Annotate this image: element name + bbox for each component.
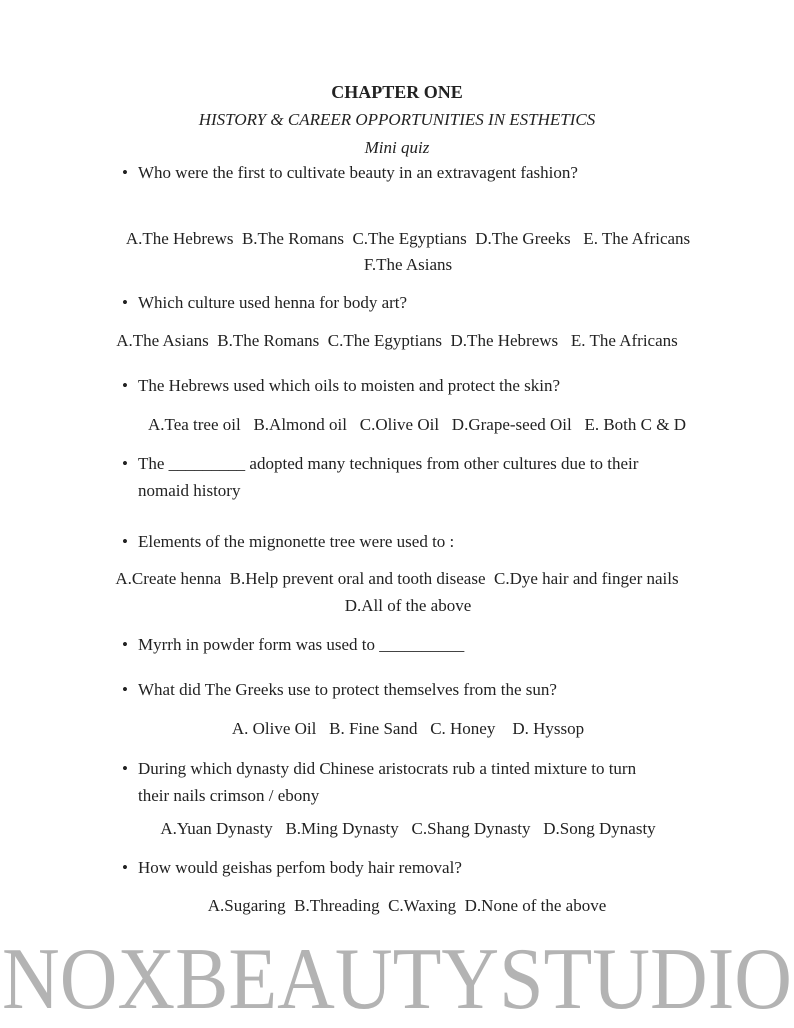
question-2: [122, 292, 407, 314]
question-4: [122, 453, 638, 475]
question-9: [122, 857, 462, 879]
bullet-icon: •: [122, 635, 128, 654]
question-text: Elements of the mignonette tree were used to :: [138, 532, 455, 551]
question-text: Myrrh in powder form was used to __________: [138, 635, 465, 654]
question-text: The _________ adopted many techniques from other cultures due to their: [138, 454, 639, 473]
bullet-icon: •: [122, 454, 128, 473]
question-7: [122, 679, 557, 701]
question-text: The Hebrews used which oils to moisten and protect the skin?: [138, 376, 561, 395]
question-text: How would geishas perfom body hair removal?: [138, 858, 462, 877]
question-1: [122, 162, 578, 184]
question-1-options: A.The Hebrews B.The Romans C.The Egyptians D.The Greeks E. The Africans: [125, 229, 691, 248]
question-text: During which dynasty did Chinese aristocrats rub a tinted mixture to turn: [138, 759, 637, 778]
chapter-subtitle: HISTORY & CAREER OPPORTUNITIES IN ESTHETICS: [198, 110, 596, 129]
question-8: [122, 758, 636, 780]
question-7-options: A. Olive Oil B. Fine Sand C. Honey D. Hyssop: [231, 719, 585, 738]
question-5-options: A.Create henna B.Help prevent oral and tooth disease C.Dye hair and finger nails: [115, 569, 679, 588]
question-5-options-2: D.All of the above: [344, 596, 472, 615]
chapter-title: CHAPTER ONE: [331, 82, 463, 102]
question-4-line-2: nomaid history: [138, 481, 241, 500]
bullet-icon: •: [122, 680, 128, 699]
bullet-icon: •: [122, 858, 128, 877]
quiz-label: Mini quiz: [364, 138, 430, 157]
question-3-options: A.Tea tree oil B.Almond oil C.Olive Oil D.Grape-seed Oil E. Both C & D: [147, 415, 686, 434]
question-8-options: A.Yuan Dynasty B.Ming Dynasty C.Shang Dynasty D.Song Dynasty: [160, 819, 656, 838]
watermark: [0, 928, 794, 1024]
question-6: [122, 634, 464, 656]
bullet-icon: •: [122, 532, 128, 551]
bullet-icon: •: [122, 376, 128, 395]
question-text: Who were the first to cultivate beauty in an extravagent fashion?: [138, 163, 578, 182]
question-text: What did The Greeks use to protect themselves from the sun?: [138, 680, 557, 699]
question-text: Which culture used henna for body art?: [138, 293, 408, 312]
bullet-icon: •: [122, 293, 128, 312]
question-5: [122, 531, 454, 553]
question-3: [122, 375, 560, 397]
watermark-text: NOXBEAUTYSTUDIO: [2, 931, 792, 1024]
question-1-options-2: F.The Asians: [363, 255, 453, 274]
question-8-line-2: their nails crimson / ebony: [138, 786, 320, 805]
bullet-icon: •: [122, 759, 128, 778]
question-2-options: A.The Asians B.The Romans C.The Egyptians D.The Hebrews E. The Africans: [116, 331, 678, 350]
question-9-options: A.Sugaring B.Threading C.Waxing D.None of the above: [207, 896, 607, 915]
bullet-icon: •: [122, 163, 128, 182]
